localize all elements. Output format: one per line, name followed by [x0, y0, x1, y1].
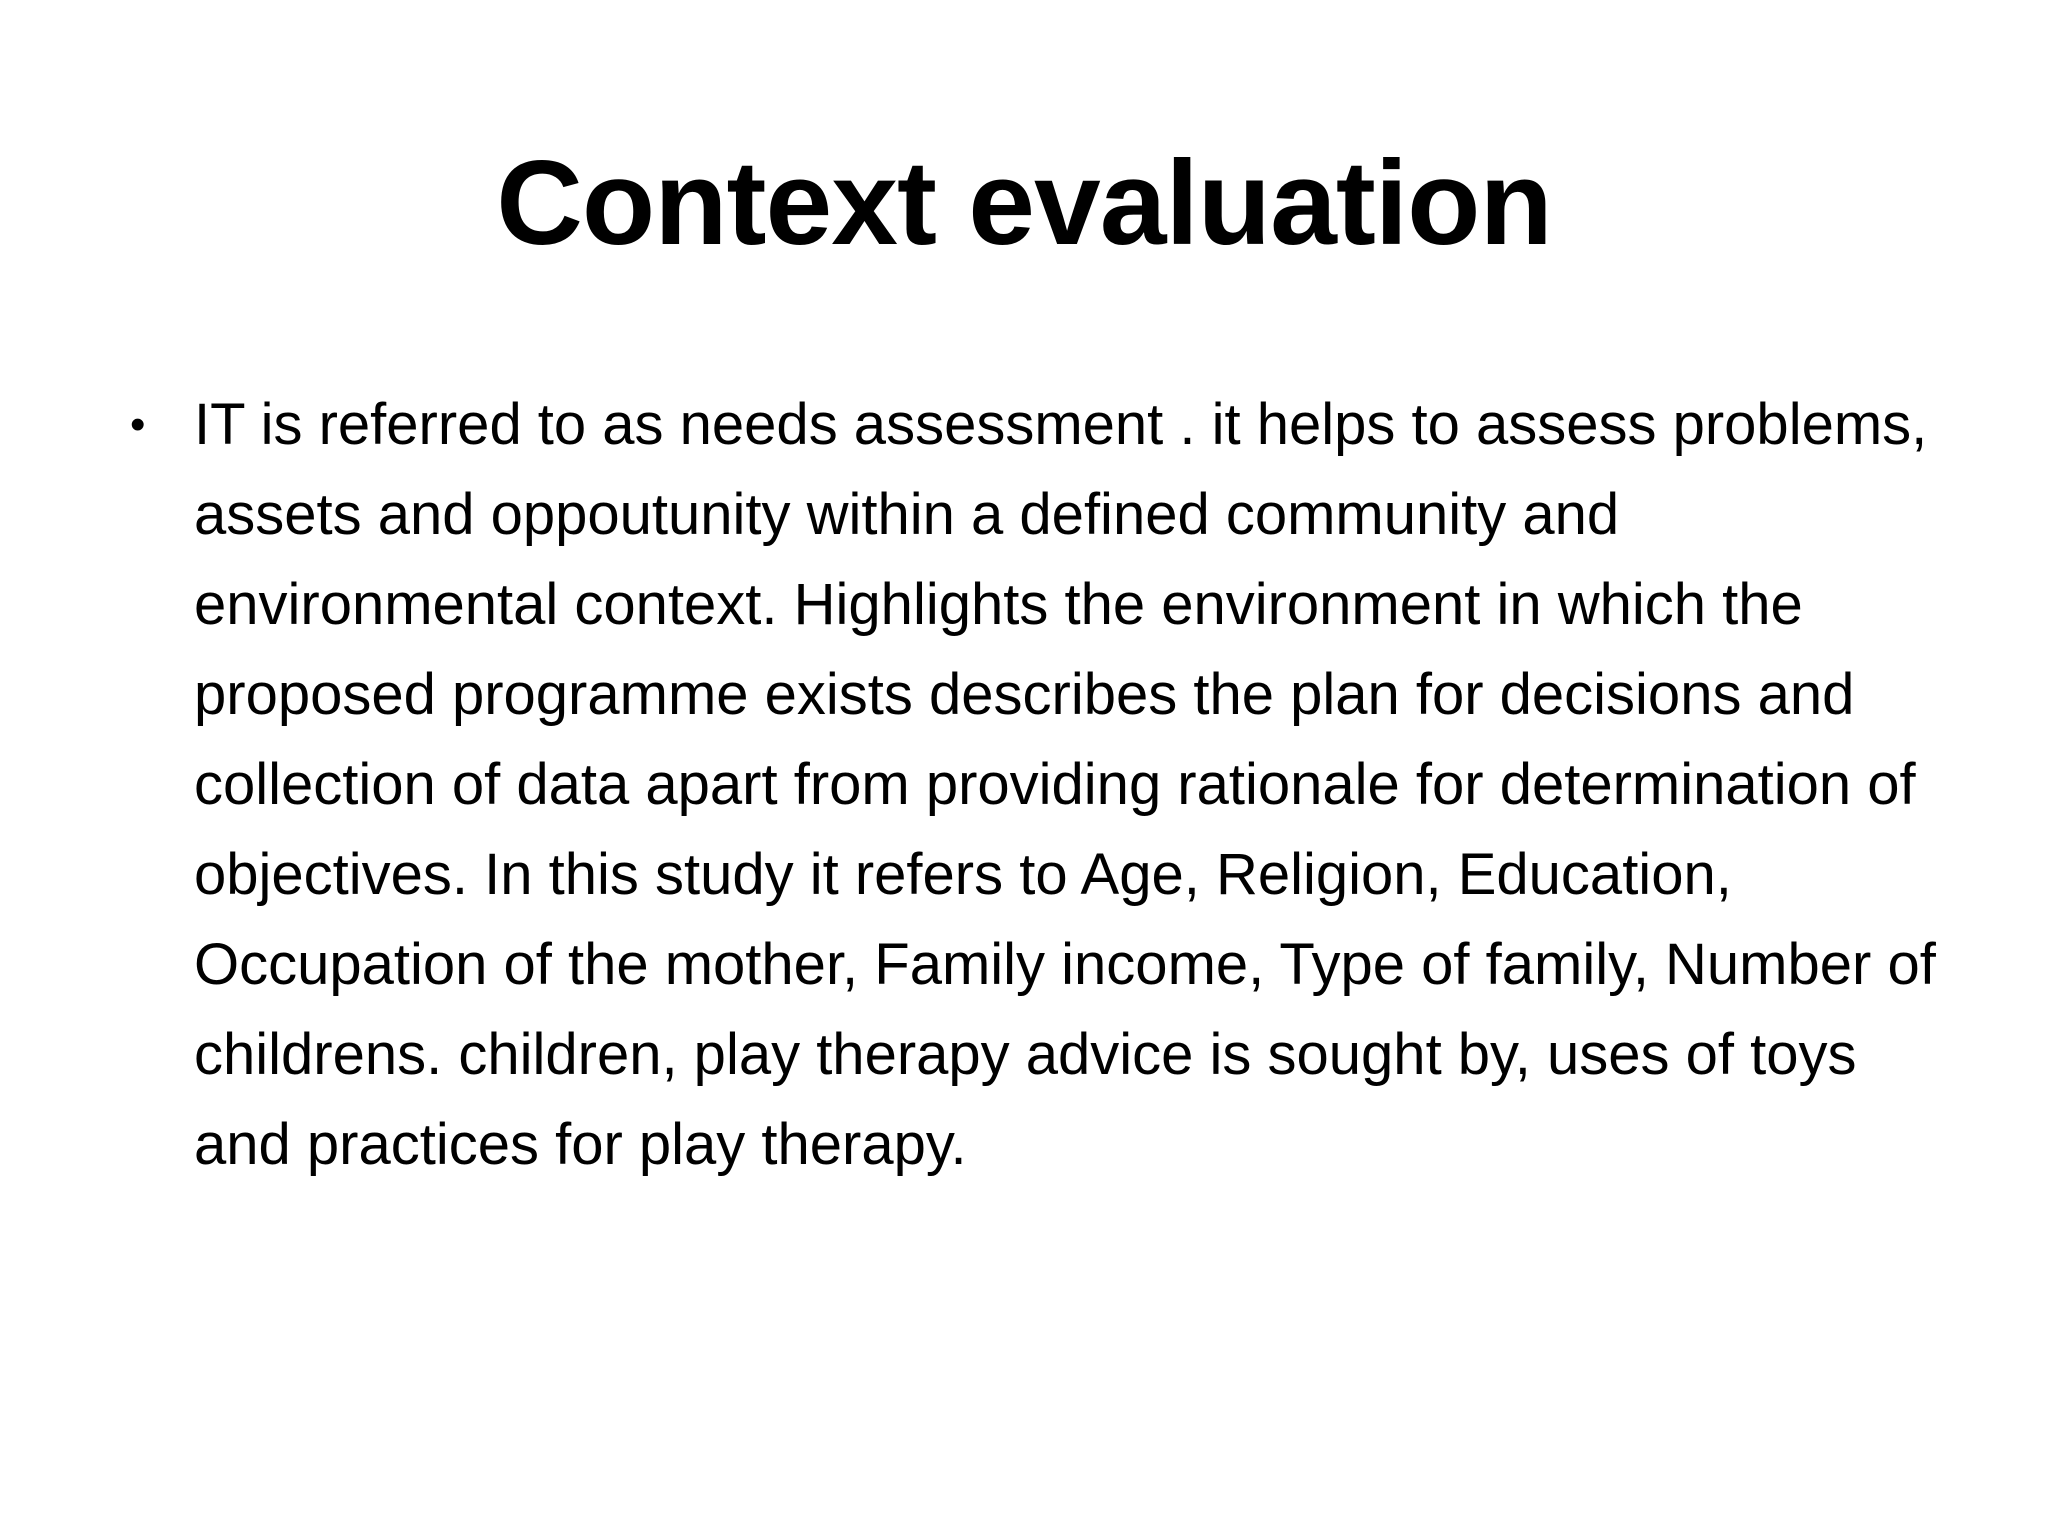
- bullet-item: [120, 380, 1940, 1190]
- bullet-text: IT is referred to as needs assessment . it helps to assess problems, assets and oppoutunity within a defined community and environmental context. Highlights the environment in which the proposed programme exists describes the plan for decisions and collection of data apart from providing rationale for determination of objectives. In this study it refers to Age, Religion, Education, Occupation of the mother, Family income, Type of family, Number of childrens. children, play therapy advice is sought by, uses of toys and practices for play therapy.: [194, 392, 1936, 1177]
- slide-title: Context evaluation: [496, 136, 1552, 270]
- bullet-marker-icon: •: [130, 400, 146, 449]
- bullet-list: [120, 380, 1940, 1190]
